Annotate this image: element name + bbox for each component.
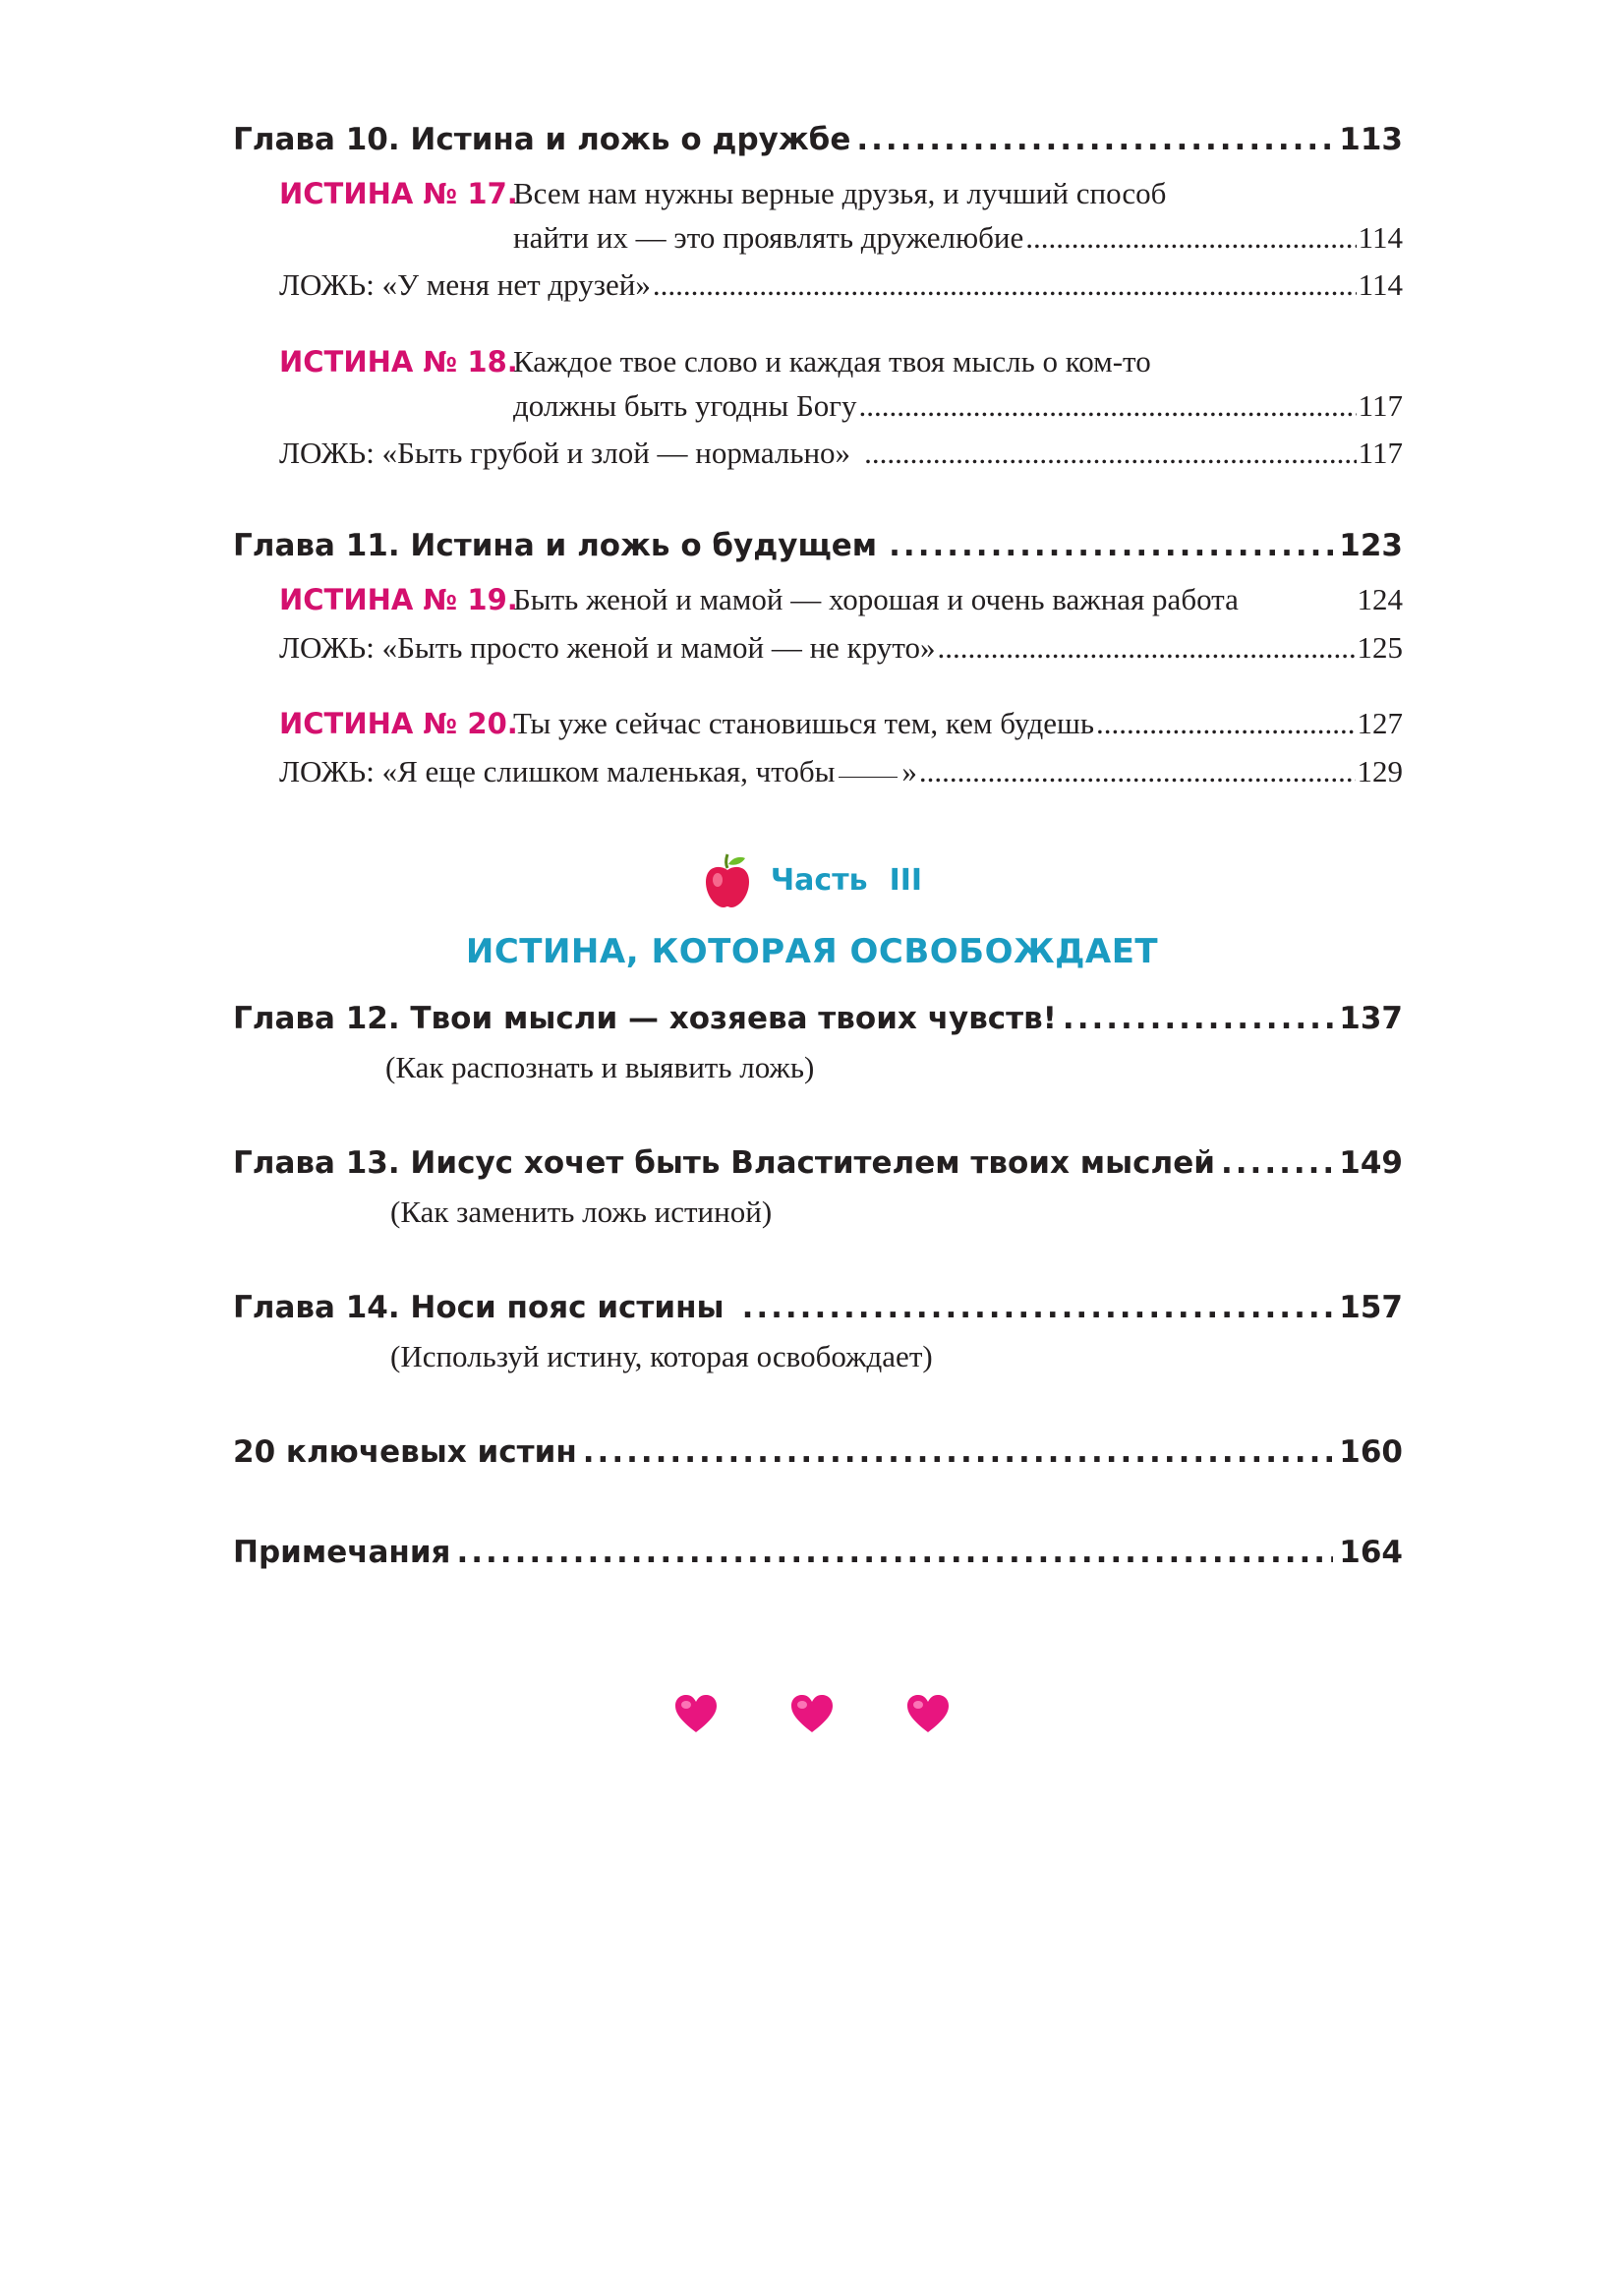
page-number: 124 (1357, 582, 1403, 616)
page-number: 157 (1339, 1290, 1403, 1325)
truth-text: Ты уже сейчас становишься тем, кем будешь (513, 706, 1094, 740)
heart-icon (789, 1693, 835, 1739)
toc-notes (233, 1535, 1403, 1570)
page-number: 127 (1357, 706, 1403, 740)
truth-18-line-1 (513, 344, 1403, 379)
page-number: 137 (1339, 1001, 1403, 1036)
chapter-12-subtitle: (Как распознать и выявить ложь) (385, 1050, 815, 1084)
toc-chapter-10 (233, 122, 1403, 157)
truth-17-line-2 (513, 220, 1403, 256)
lie-text-end: » (901, 754, 917, 788)
page-number: 117 (1358, 388, 1403, 423)
page-number: 114 (1358, 267, 1403, 302)
heart-ornaments (0, 1693, 1624, 1739)
apple-icon (702, 850, 753, 909)
truth-19-label: ИСТИНА № 19. (279, 583, 518, 616)
dot-leader (1096, 706, 1356, 741)
lie-18 (279, 436, 1403, 471)
truth-19-line-1 (513, 582, 1403, 617)
chapter-title: Глава 11. Истина и ложь о будущем (233, 528, 878, 563)
chapter-14-subtitle: (Используй истину, которая освобождает) (390, 1339, 933, 1373)
page-number: 125 (1357, 630, 1403, 665)
truth-18-label: ИСТИНА № 18. (279, 345, 518, 379)
page-number: 113 (1339, 122, 1403, 157)
toc-chapter-12 (233, 1001, 1403, 1036)
lie-text: ЛОЖЬ: «Я еще слишком маленькая, чтобы (279, 754, 836, 788)
fill-in-blank (839, 777, 898, 778)
lie-20 (279, 754, 1403, 789)
lie-text: ЛОЖЬ: «У меня нет друзей» (279, 267, 651, 302)
dot-leader (456, 1535, 1333, 1570)
page-number: 129 (1357, 754, 1403, 788)
page-number: 160 (1339, 1434, 1403, 1470)
truth-18-line-2 (513, 388, 1403, 424)
page-number: 114 (1358, 220, 1403, 255)
dot-leader (919, 754, 1356, 789)
part-title: ИСТИНА, КОТОРАЯ ОСВОБОЖДАЕТ (465, 932, 1159, 971)
chapter-title: Глава 13. Иисус хочет быть Властителем твоих мыслей (233, 1145, 1215, 1181)
entry-title: Примечания (233, 1535, 451, 1570)
lie-text: ЛОЖЬ: «Быть просто женой и мамой — не круто» (279, 630, 936, 665)
dot-leader (1025, 220, 1356, 256)
chapter-title: Глава 12. Твои мысли — хозяева твоих чувств! (233, 1001, 1057, 1036)
toc-key-truths (233, 1434, 1403, 1470)
toc-chapter-13 (233, 1145, 1403, 1181)
truth-text: найти их — это проявлять дружелюбие (513, 220, 1024, 255)
page-number: 164 (1339, 1535, 1403, 1570)
chapter-title: Глава 14. Носи пояс истины (233, 1290, 725, 1325)
truth-17-line-1 (513, 176, 1403, 211)
truth-text: Всем нам нужны верные друзья, и лучший способ (513, 176, 1167, 210)
entry-title: 20 ключевых истин (233, 1434, 577, 1470)
chapter-13-subtitle: (Как заменить ложь истиной) (390, 1195, 773, 1229)
dot-leader (858, 388, 1356, 424)
dot-leader (937, 630, 1355, 666)
truth-20-line-1 (513, 706, 1403, 741)
truth-text: должны быть угодны Богу (513, 388, 857, 423)
toc-chapter-11 (233, 528, 1403, 563)
heart-icon (673, 1693, 719, 1739)
page-number: 117 (1358, 436, 1403, 470)
heart-icon (905, 1693, 951, 1739)
part-heading (0, 850, 1624, 909)
truth-17-label: ИСТИНА № 17. (279, 177, 518, 210)
part-number: III (889, 862, 923, 898)
dot-leader (856, 122, 1333, 157)
dot-leader (889, 528, 1333, 563)
dot-leader (653, 267, 1357, 303)
lie-19 (279, 630, 1403, 666)
truth-text: Быть женой и мамой — хорошая и очень важная работа (513, 582, 1239, 616)
page-number: 149 (1339, 1145, 1403, 1181)
dot-leader (742, 1290, 1334, 1325)
truth-20-label: ИСТИНА № 20. (279, 707, 518, 740)
lie-17 (279, 267, 1403, 303)
dot-leader (1063, 1001, 1333, 1036)
dot-leader (583, 1434, 1334, 1470)
part-word: Часть (770, 862, 868, 898)
toc-chapter-14 (233, 1290, 1403, 1325)
dot-leader (1221, 1145, 1333, 1181)
dot-leader (864, 436, 1357, 471)
chapter-title: Глава 10. Истина и ложь о дружбе (233, 122, 851, 157)
page-number: 123 (1339, 528, 1403, 563)
lie-text: ЛОЖЬ: «Быть грубой и злой — нормально» (279, 436, 851, 470)
truth-text: Каждое твое слово и каждая твоя мысль о ком-то (513, 344, 1151, 379)
